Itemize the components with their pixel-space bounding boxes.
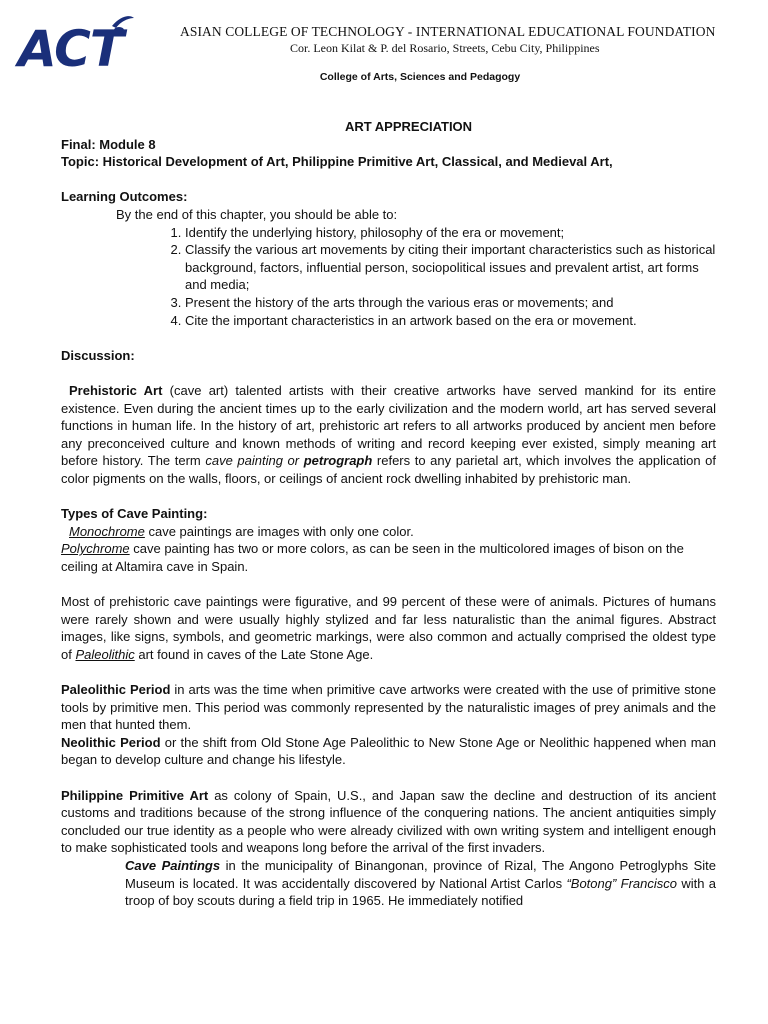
list-item: 2. Classify the various art movements by citing their important characteristics such as historical background, factors, influential person, sociopolitical issues and prevalent artist, art forms and media; xyxy=(185,241,716,294)
institution-address: Cor. Leon Kilat & P. del Rosario, Streets, Cebu City, Philippines xyxy=(290,41,600,55)
polychrome-term: Polychrome xyxy=(61,541,130,557)
list-item: 3. Present the history of the arts through the various eras or movements; and xyxy=(185,294,716,312)
figurative-text-end: art found in caves of the Late Stone Age. xyxy=(134,646,374,662)
monochrome-text: cave paintings are images with only one color. xyxy=(144,523,414,539)
cave-painting-term: cave painting or xyxy=(205,453,304,469)
neolithic-paragraph xyxy=(61,734,716,769)
outcomes-intro: By the end of this chapter, you should be able to: xyxy=(116,206,398,222)
prehistoric-term: Prehistoric Art xyxy=(69,382,163,398)
page-title: ART APPRECIATION xyxy=(344,119,473,134)
module-label: Final: Module 8 xyxy=(61,136,156,152)
prehistoric-paragraph xyxy=(61,382,716,488)
paleolithic-link-term: Paleolithic xyxy=(75,646,135,662)
paleolithic-paragraph xyxy=(61,681,716,734)
college-name: College of Arts, Sciences and Pedagogy xyxy=(319,71,521,83)
list-item: 1. Identify the underlying history, philosophy of the era or movement; xyxy=(185,224,716,242)
types-heading: Types of Cave Painting: xyxy=(61,506,208,522)
outcomes-list xyxy=(61,224,716,330)
list-item: 4. Cite the important characteristics in an artwork based on the era or movement. xyxy=(185,312,716,330)
outcomes-heading: Learning Outcomes: xyxy=(61,189,188,205)
document-body xyxy=(61,118,716,910)
cave-paintings-paragraph xyxy=(125,857,716,910)
botong-name: “Botong” Francisco xyxy=(566,875,677,891)
philippine-term: Philippine Primitive Art xyxy=(61,787,209,803)
philippine-text: as colony of Spain, U.S., and Japan saw the decline and destruction of its ancient customs and traditions because of the strong influence of the conquering nations. The ancient antiquities simply concluded our true identity as a people who were already civilized with own writing system and intelligent enough to make sophisticated tools and weapons long before the arrival of the first invaders. xyxy=(61,787,716,856)
prehistoric-text-end: refers to any parietal art, which involves the application of color pigments on the walls, floors, or ceilings of ancient rock dwelling inhabited by prehistoric man. xyxy=(61,453,716,486)
figurative-paragraph xyxy=(61,593,716,663)
institution-name: ASIAN COLLEGE OF TECHNOLOGY - INTERNATIONAL EDUCATIONAL FOUNDATION xyxy=(180,24,716,39)
polychrome-line xyxy=(61,540,716,575)
act-logo xyxy=(16,14,166,76)
cave-paintings-term: Cave Paintings xyxy=(125,857,221,873)
philippine-paragraph xyxy=(61,787,716,857)
paleolithic-text: in arts was the time when primitive cave artworks were created with the use of primitive stone tools by primitive men. This period was commonly represented by the naturalistic images of prey animals and the men that hunted them. xyxy=(61,682,716,733)
figurative-text: Most of prehistoric cave paintings were figurative, and 99 percent of these were of animals. Pictures of humans were rarely shown and were usually highly stylized and far less naturalistic than the animal figures. Abstract images, like signs, symbols, and geometric markings, were also common and actually comprised the oldest type of xyxy=(61,594,716,662)
monochrome-term: Monochrome xyxy=(69,523,145,539)
topic-label: Topic: Historical Development of Art, Philippine Primitive Art, Classical, and Medieval Art, xyxy=(61,154,613,170)
monochrome-line xyxy=(61,523,716,541)
neolithic-term: Neolithic Period xyxy=(61,734,161,750)
logo-text: ACT xyxy=(18,20,123,78)
petrograph-term: petrograph xyxy=(303,453,373,469)
discussion-heading: Discussion: xyxy=(61,347,135,363)
polychrome-text: cave painting has two or more colors, as can be seen in the multicolored images of bison on the ceiling at Altamira cave in Spain. xyxy=(61,541,684,574)
paleolithic-term: Paleolithic Period xyxy=(61,682,171,697)
cave-paintings-text-end: with a troop of boy scouts during a field trip in 1965. He immediately notified xyxy=(125,875,716,909)
cave-paintings-text: in the municipality of Binangonan, province of Rizal, The Angono Petroglyphs Site Museum is located. It was accidentally discovered by National Artist Carlos xyxy=(125,857,717,891)
neolithic-text: or the shift from Old Stone Age Paleolithic to New Stone Age or Neolithic happened when man began to develop culture and change his lifestyle. xyxy=(61,734,716,768)
prehistoric-text: (cave art) talented artists with their creative artworks have served mankind for its entire existence. Even during the ancient times up to the early civilization and the modern world, art has served several functions in human life. In the history of art, prehistoric art refers to all artworks produced by ancient men before any preconceived culture and known methods of writing and record keeping ever existed, simply meaning art before history. The term xyxy=(61,382,716,469)
